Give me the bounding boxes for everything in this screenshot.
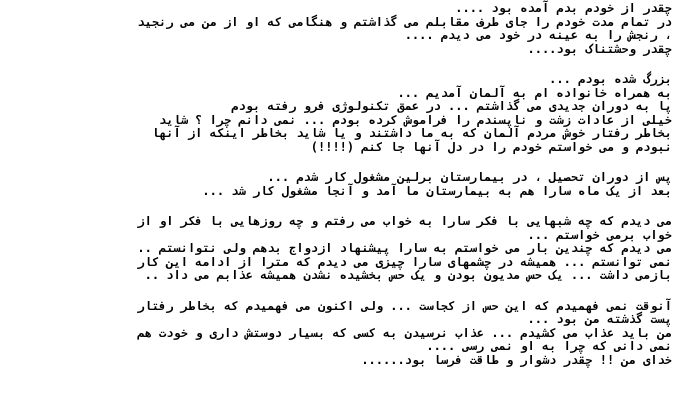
paragraph <box>4 171 672 198</box>
text-line: چقدر از خودم بدم آمده بود .... <box>455 1 672 15</box>
text-line: چقدر وحشتناک بود.... <box>527 41 672 56</box>
paragraph <box>4 300 672 368</box>
text-line: خواب برمی خواستم ... <box>527 227 672 242</box>
text-line: من باید عذاب می کشیدم ... عذاب نرسیدن به کسی که بسیار دوستش داری و خودت هم <box>137 325 672 340</box>
text-line: نبودم و می خواستم خودم را در دل آنها جا کنم (!!!!) <box>310 139 672 154</box>
text-line: پا به دوران جدیدی می گذاشتم ... در عمق تکنولوژی فرو رفته بودم <box>231 99 672 113</box>
text-line: نمی توانستم ... همیشه در چشمهای سارا چیزی می دیدم که مترا از ادامه این کار <box>137 254 672 269</box>
text-line: نمی دانی که چرا به او نمی رسی .... <box>426 339 672 353</box>
text-line: آنوقت نمی فهمیدم که این حس از کجاست ... ولی اکنون می فهمیدم که بخاطر رفتار <box>137 298 672 313</box>
paragraph <box>4 215 672 283</box>
text-line: ، رنجش را به عینه در خود می دیدم .... <box>404 28 672 42</box>
text-line: پس از دوران تحصیل ، در بیمارستان برلین مشغول کار شدم ... <box>267 170 672 184</box>
text-line: می دیدم که چندین بار می خواستم به سارا پیشنهاد ازدواج بدهم ولی نتوانستم .. <box>137 241 672 255</box>
text-line: به همراه خانواده ام به آلمان آمدیم ... <box>397 85 672 100</box>
text-line: بزرگ شده بودم ... <box>549 72 672 86</box>
text-line: بعد از یک ماه سارا هم به بیمارستان ما آمد و آنجا مشغول کار شد ... <box>202 183 672 198</box>
paragraph <box>4 2 672 56</box>
text-line: بازمی داشت ... یک حس مدیون بودن و یک حس بخشیده نشدن همیشه عذابم می داد .. <box>144 268 672 282</box>
text-line: خیلی از عادات زشت و ناپسندم را فراموش کرده بودم ... نمی دانم چرا ؟ شاید <box>159 112 672 127</box>
text-line: خدای من !! چقدر دشوار و طاقت فرسا بود...... <box>361 352 672 367</box>
text-line: می دیدم که چه شبهایی با فکر سارا به خواب می رفتم و چه روزهایی با فکر او از <box>137 214 672 228</box>
text-line: پست گذشته من بود ... <box>527 312 672 326</box>
text-line: بخاطر رفتار خوش مردم آلمان که به ما داشتند و یا شاید بخاطر اینکه از آنها <box>151 126 672 140</box>
paragraph <box>4 73 672 154</box>
text-line: در تمام مدت خودم را جای طرف مقابلم می گذاشتم و هنگامی که او از من می رنجید <box>137 14 672 29</box>
